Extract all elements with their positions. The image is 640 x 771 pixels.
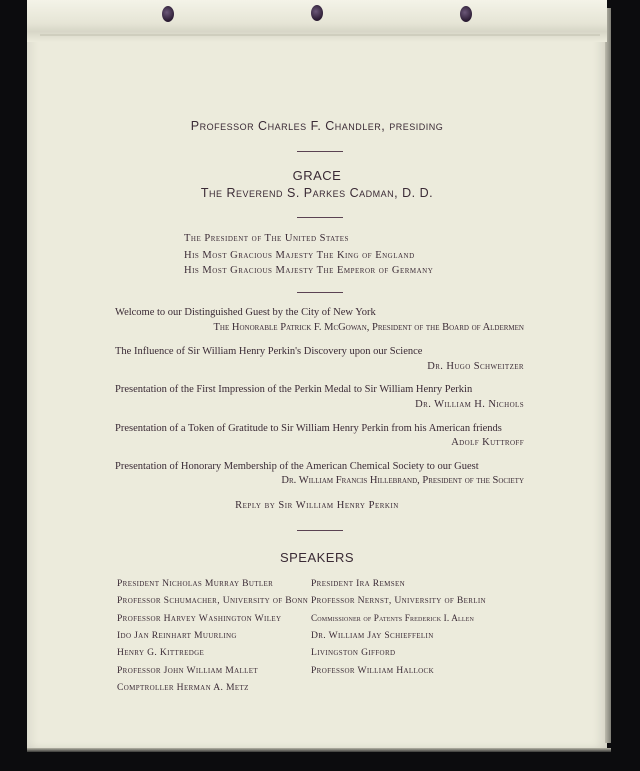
- toast-item: The President of The United States: [184, 233, 349, 244]
- speaker-name: Livingston Gifford: [311, 647, 396, 658]
- program-speaker: Dr. William Francis Hillebrand, President of the Society: [281, 475, 524, 486]
- program-speaker: Dr. William H. Nichols: [415, 399, 524, 410]
- speakers-title: SPEAKERS: [279, 550, 355, 565]
- divider: [297, 151, 343, 152]
- divider: [297, 530, 343, 531]
- toast-item: His Most Gracious Majesty The Emperor of Germany: [184, 265, 434, 276]
- binding-ring-icon: [311, 5, 323, 21]
- speaker-name: Comptroller Herman A. Metz: [117, 682, 249, 693]
- reply-line: Reply by Sir William Henry Perkin: [235, 500, 399, 511]
- speaker-name: Professor Schumacher, University of Bonn: [117, 595, 309, 606]
- program-speaker: Dr. Hugo Schweitzer: [427, 361, 524, 372]
- binding-line: [40, 34, 600, 36]
- program-item: Welcome to our Distinguished Guest by the City of New York: [115, 307, 376, 318]
- program-item: Presentation of a Token of Gratitude to Sir William Henry Perkin from his American friends: [115, 423, 502, 434]
- grace-officiant: The Reverend S. Parkes Cadman, D. D.: [200, 186, 434, 200]
- program-item: Presentation of Honorary Membership of the American Chemical Society to our Guest: [115, 461, 479, 472]
- speaker-name: President Ira Remsen: [311, 578, 406, 589]
- program-item: Presentation of the First Impression of the Perkin Medal to Sir William Henry Perkin: [115, 384, 473, 395]
- page-bottom-edge: [27, 748, 611, 752]
- divider: [297, 292, 343, 293]
- divider: [297, 217, 343, 218]
- grace-title: GRACE: [292, 168, 342, 183]
- speaker-name: Commissioner of Patents Frederick I. Allen: [311, 613, 474, 623]
- speaker-name: President Nicholas Murray Butler: [117, 578, 274, 589]
- speaker-name: Dr. William Jay Schieffelin: [311, 630, 434, 641]
- toast-item: His Most Gracious Majesty The King of England: [184, 250, 415, 261]
- speaker-name: Professor Nernst, University of Berlin: [311, 595, 486, 606]
- speaker-name: Professor William Hallock: [311, 665, 434, 676]
- speaker-name: Professor John William Mallet: [117, 665, 259, 676]
- program-item: The Influence of Sir William Henry Perkin's Discovery upon our Science: [115, 346, 423, 357]
- speaker-name: Ido Jan Reinhart Muurling: [117, 630, 237, 641]
- speaker-name: Henry G. Kittredge: [117, 647, 205, 658]
- speaker-name: Professor Harvey Washington Wiley: [117, 613, 282, 624]
- program-speaker: The Honorable Patrick F. McGowan, President of the Board of Aldermen: [213, 322, 524, 333]
- binding-ring-icon: [162, 6, 174, 22]
- presiding-line: Professor Charles F. Chandler, presiding: [190, 119, 444, 133]
- program-speaker: Adolf Kuttroff: [451, 437, 524, 448]
- binding-ring-icon: [460, 6, 472, 22]
